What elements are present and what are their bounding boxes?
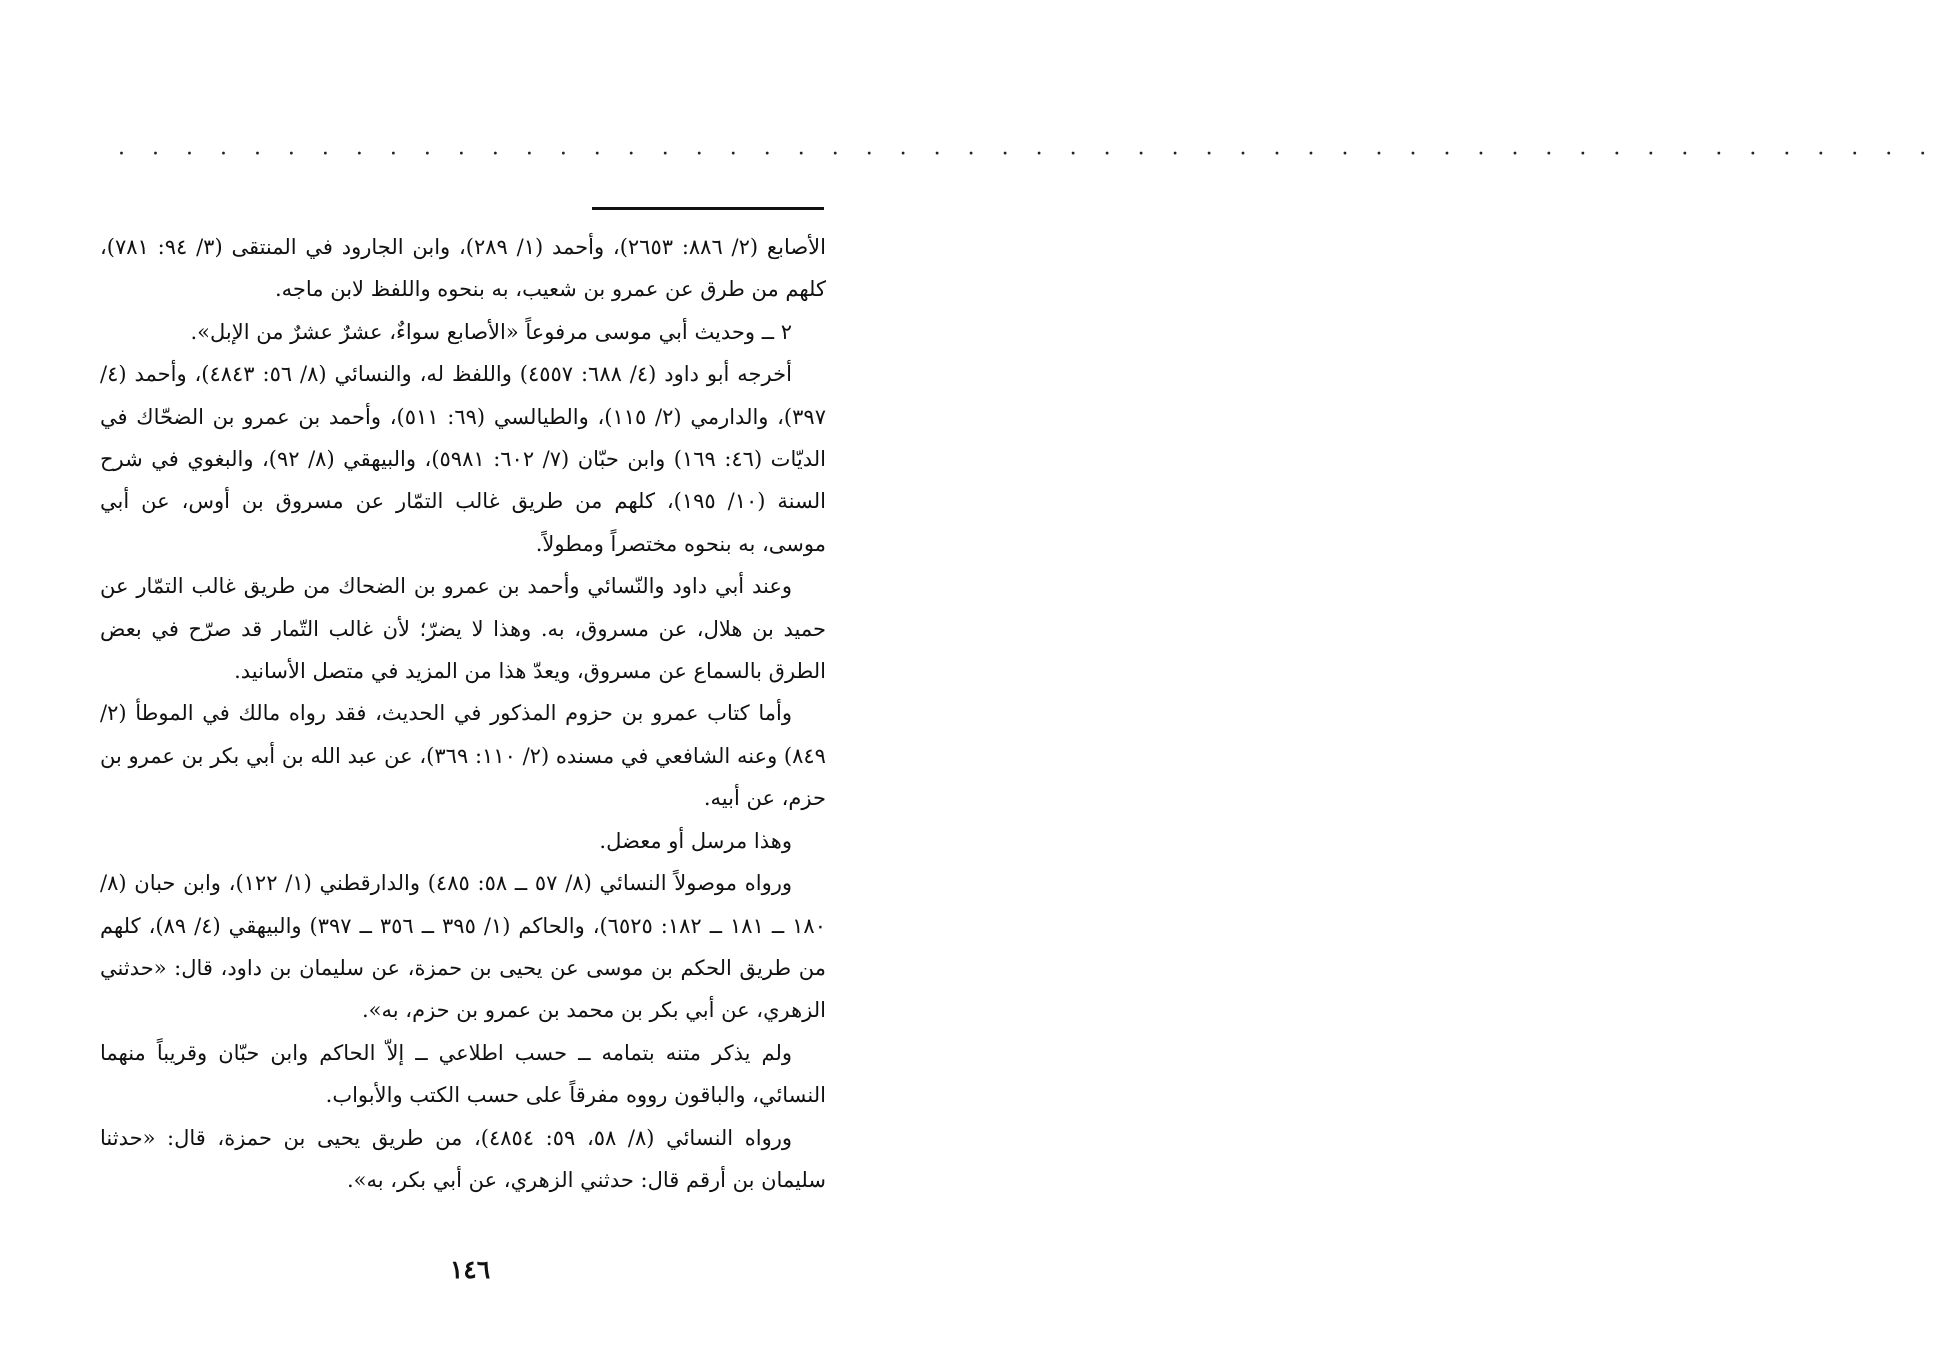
paragraph-1: الأصابع (٢/ ٨٨٦: ٢٦٥٣)، وأحمد (١/ ٢٨٩)، وابن الجارود في المنتقى (٣/ ٩٤: ٧٨١)، كلهم من طرق عن عمرو بن شعيب، به بنحوه واللفظ لابن ماجه. xyxy=(100,235,826,302)
page-number: ١٤٦ xyxy=(449,1255,491,1284)
paragraph-2: ٢ ــ وحديث أبي موسى مرفوعاً «الأصابع سواءٌ، عشرٌ عشرٌ من الإبل». xyxy=(190,319,792,344)
footnote-rule xyxy=(592,207,824,210)
paragraph-4: وعند أبي داود والنّسائي وأحمد بن عمرو بن الضحاك من طريق غالب التمّار عن حميد بن هلال، عن مسروق، به. وهذا لا يضرّ؛ لأن غالب التّمار قد صرّح في بعض الطرق بالسماع عن مسروق، ويعدّ هذا من المزيد في متصل الأسانيد. xyxy=(100,574,826,684)
paragraph-8: ولم يذكر متنه بتمامه ــ حسب اطلاعي ــ إلاّ الحاكم وابن حبّان وقريباً منهما النسائي، والباقون رووه مفرقاً على حسب الكتب والأبواب. xyxy=(100,1040,826,1108)
dotted-separator: · · · · · · · · · · · · · · · · · · · · · · · · · · · · · · · · · · · · · · · · · · · · · · · · · · · · · · xyxy=(118,142,1936,167)
paragraph-5: وأما كتاب عمرو بن حزوم المذكور في الحديث، فقد رواه مالك في الموطأ (٢/ ٨٤٩) وعنه الشافعي في مسنده (٢/ ١١٠: ٣٦٩)، عن عبد الله بن أبي بكر بن عمرو بن حزم، عن أبيه. xyxy=(100,701,826,811)
paragraph-3: أخرجه أبو داود (٤/ ٦٨٨: ٤٥٥٧) واللفظ له، والنسائي (٨/ ٥٦: ٤٨٤٣)، وأحمد (٤/ ٣٩٧)، والدارمي (٢/ ١١٥)، والطيالسي (٦٩: ٥١١)، وأحمد بن عمرو بن الضحّاك في الديّات (٤٦: ١٦٩) وابن حبّان (٧/ ٦٠٢: ٥٩٨١)، والبيهقي (٨/ ٩٢)، والبغوي في شرح السنة (١٠/ ١٩٥)، كلهم من طريق غالب التمّار عن مسروق بن أوس، عن أبي موسى، به بنحوه مختصراً ومطولاً. xyxy=(100,362,826,556)
main-text xyxy=(100,226,826,1201)
paragraph-9: ورواه النسائي (٨/ ٥٨، ٥٩: ٤٨٥٤)، من طريق يحيى بن حمزة، قال: «حدثنا سليمان بن أرقم قال: حدثني الزهري، عن أبي بكر، به». xyxy=(100,1125,826,1192)
paragraph-6: وهذا مرسل أو معضل. xyxy=(599,828,792,853)
paragraph-7: ورواه موصولاً النسائي (٨/ ٥٧ ــ ٥٨: ٤٨٥) والدارقطني (١/ ١٢٢)، وابن حبان (٨/ ١٨٠ ــ ١٨١ ــ ١٨٢: ٦٥٢٥)، والحاكم (١/ ٣٩٥ ــ ٣٥٦ ــ ٣٩٧) والبيهقي (٤/ ٨٩)، كلهم من طريق الحكم بن موسى عن يحيى بن حمزة، عن سليمان بن داود، قال: «حدثني الزهري، عن أبي بكر بن محمد بن عمرو بن حزم، به». xyxy=(100,871,826,1023)
